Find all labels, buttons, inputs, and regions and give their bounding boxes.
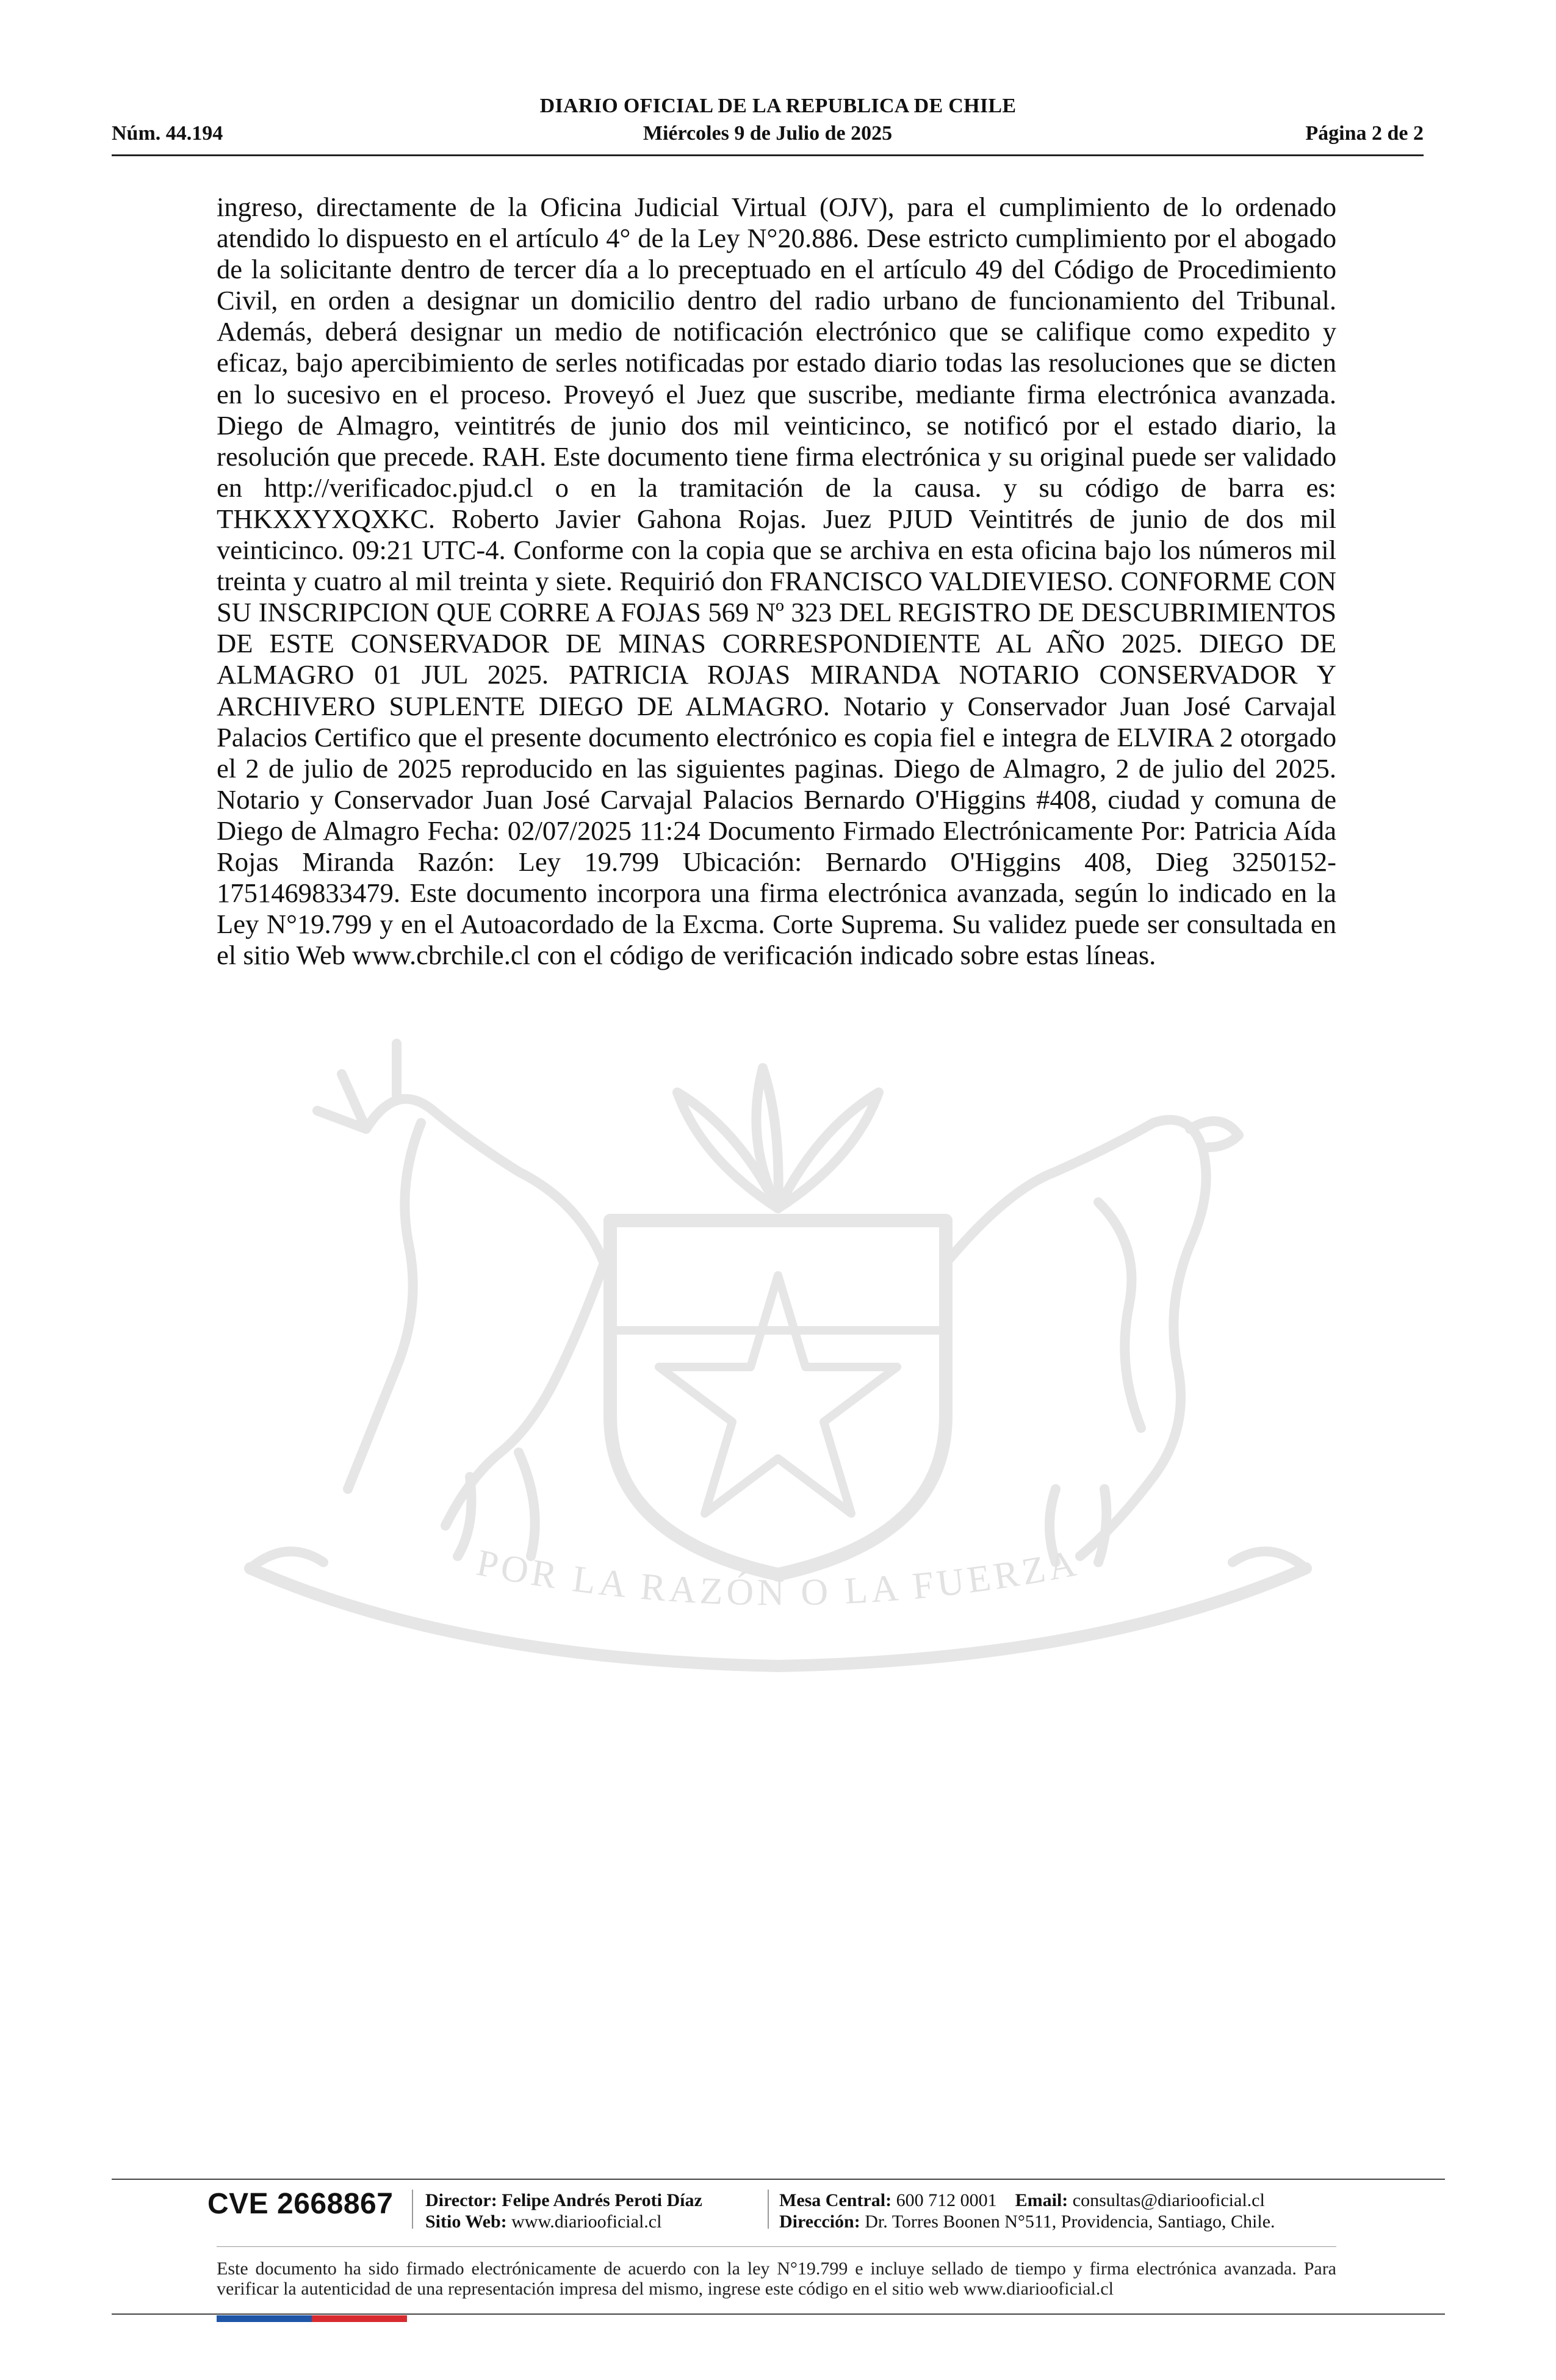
mesa-label: Mesa Central: [779, 2190, 892, 2210]
header-row [112, 122, 1424, 149]
footer-director-block [425, 2190, 702, 2232]
footer-contact-block [779, 2190, 1275, 2232]
email-link[interactable]: consultas@diariooficial.cl [1072, 2190, 1265, 2210]
email-label: Email: [1015, 2190, 1068, 2210]
website-label: Sitio Web: [425, 2212, 507, 2232]
flag-stripe [217, 2315, 407, 2322]
issue-date: Miércoles 9 de Julio de 2025 [643, 122, 893, 145]
flag-red-stripe [312, 2315, 407, 2322]
cve-code: CVE 2668867 [207, 2188, 394, 2220]
footer-separator [768, 2190, 769, 2229]
footer-top-divider [112, 2179, 1445, 2180]
motto-text: POR LA RAZÓN O LA FUERZA [473, 1542, 1083, 1614]
article-body: ingreso, directamente de la Oficina Judicial Virtual (OJV), para el cumplimiento de lo ordenado atendido lo dispuesto en el artículo 4° de la Ley N°20.886. Dese estricto cumplimiento por el abogado de la solicitante dentro de tercer día a lo preceptuado en el artículo 49 del Código de Procedimiento Civil, en orden a designar un domicilio dentro del radio urbano de funcionamiento del Tribunal. Además, deberá designar un medio de notificación electrónico que se califique como expedito y eficaz, bajo apercibimiento de serles notificadas por estado diario todas las resoluciones que se dicten en lo sucesivo en el proceso. Proveyó el Juez que suscribe, mediante firma electrónica avanzada. Diego de Almagro, veintitrés de junio dos mil veinticinco, se notificó por el estado diario, la resolución que precede. RAH. Este documento tiene firma electrónica y su original puede ser validado en http://verificadoc.pjud.cl o en la tramitación de la causa. y su código de barra es: THKXXYXQXKC. Roberto Javier Gahona Rojas. Juez PJUD Veintitrés de junio de dos mil veinticinco. 09:21 UTC-4. Conforme con la copia que se archiva en esta oficina bajo los números mil treinta y cuatro al mil treinta y siete. Requirió don FRANCISCO VALDIEVIESO. CONFORME CON SU INSCRIPCION QUE CORRE A FOJAS 569 Nº 323 DEL REGISTRO DE DESCUBRIMIENTOS DE ESTE CONSERVADOR DE MINAS CORRESPONDIENTE AL AÑO 2025. DIEGO DE ALMAGRO 01 JUL 2025. PATRICIA ROJAS MIRANDA NOTARIO CONSERVADOR Y ARCHIVERO SUPLENTE DIEGO DE ALMAGRO. Notario y Conservador Juan José Carvajal Palacios Certifico que el presente documento electrónico es copia fiel e integra de ELVIRA 2 otorgado el 2 de julio de 2025 reproducido en las siguientes paginas. Diego de Almagro, 2 de julio del 2025. Notario y Conservador Juan José Carvajal Palacios Bernardo O'Higgins #408, ciudad y comuna de Diego de Almagro Fecha: 02/07/2025 11:24 Documento Firmado Electrónicamente Por: Patricia Aída Rojas Miranda Razón: Ley 19.799 Ubicación: Bernardo O'Higgins 408, Dieg 3250152-1751469833479. Este documento incorpora una firma electrónica avanzada, según lo indicado en la Ley N°19.799 y en el Autoacordado de la Excma. Corte Suprema. Su validez puede ser consultada en el sitio Web www.cbrchile.cl con el código de verificación indicado sobre estas líneas. [217, 192, 1336, 971]
signature-note: Este documento ha sido firmado electrónicamente de acuerdo con la ley N°19.799 e incluye sellado de tiempo y firma electrónica avanzada. Para verificar la autenticidad de una representación impresa del mismo, ingrese este código en el sitio web www.diariooficial.cl [217, 2259, 1336, 2299]
footer-bottom-divider [112, 2313, 1445, 2315]
page-number: Página 2 de 2 [1305, 122, 1424, 145]
coat-of-arms-watermark [214, 989, 1342, 1709]
issue-number: Núm. 44.194 [112, 122, 223, 145]
director-name: Felipe Andrés Peroti Díaz [502, 2190, 702, 2210]
address-label: Dirección: [779, 2212, 860, 2232]
contact-line [779, 2190, 1275, 2211]
website-line [425, 2211, 702, 2232]
address-value: Dr. Torres Boonen N°511, Providencia, Santiago, Chile. [865, 2212, 1275, 2232]
flag-blue-stripe [217, 2315, 312, 2322]
footer-separator [412, 2190, 413, 2229]
mesa-phone: 600 712 0001 [896, 2190, 997, 2210]
header-divider [112, 154, 1424, 156]
director-line [425, 2190, 702, 2211]
director-label: Director: [425, 2190, 497, 2210]
newspaper-title: DIARIO OFICIAL DE LA REPUBLICA DE CHILE [539, 95, 1017, 117]
address-line [779, 2211, 1275, 2232]
footer-mid-divider [217, 2246, 1336, 2247]
website-link[interactable]: www.diariooficial.cl [511, 2212, 662, 2232]
